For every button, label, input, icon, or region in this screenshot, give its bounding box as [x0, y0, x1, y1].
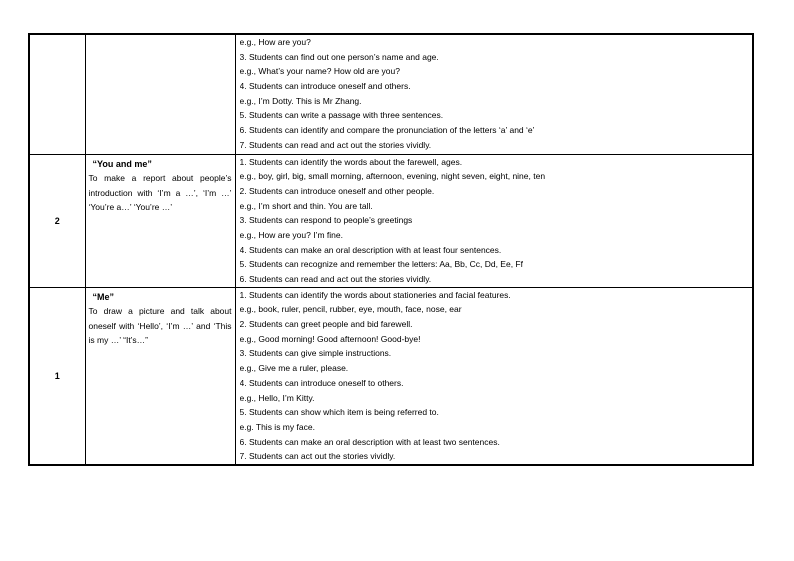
objective-line: 7. Students can read and act out the stories vividly.: [239, 139, 432, 150]
table-row: [29, 287, 753, 465]
objective-line: e.g., I’m short and thin. You are tall.: [239, 200, 373, 211]
topic-title: “Me”: [92, 291, 115, 302]
topic-title: “You and me”: [92, 158, 152, 169]
objective-line: e.g., Give me a ruler, please.: [239, 363, 349, 374]
objective-line: 5. Students can recognize and remember the letters: Aa, Bb, Cc, Dd, Ee, Ff: [239, 259, 523, 270]
objective-line: 2. Students can greet people and bid farewell.: [239, 319, 413, 330]
table-row: [29, 34, 753, 154]
unit-number-cell: [29, 34, 85, 154]
curriculum-table: [28, 33, 754, 466]
objective-line: 3. Students can find out one person’s name and age.: [239, 51, 439, 62]
topic-cell: [85, 154, 235, 287]
objective-line: e.g., What’s your name? How old are you?: [239, 66, 400, 77]
objective-line: e.g., Hello, I’m Kitty.: [239, 392, 315, 403]
objective-line: 1. Students can identify the words about stationeries and facial features.: [239, 289, 511, 300]
objective-line: 2. Students can introduce oneself and other people.: [239, 185, 435, 196]
objective-line: 3. Students can give simple instructions.: [239, 348, 392, 359]
objective-line: 1. Students can identify the words about the farewell, ages.: [239, 156, 463, 167]
objective-line: e.g., book, ruler, pencil, rubber, eye, mouth, face, nose, ear: [239, 304, 462, 315]
curriculum-table-body: [29, 34, 753, 465]
unit-number-cell: 2: [29, 154, 85, 287]
objective-line: 3. Students can respond to people’s greetings: [239, 215, 413, 226]
objectives-cell: [235, 287, 753, 465]
objective-line: 7. Students can act out the stories vividly.: [239, 451, 396, 462]
objective-line: 5. Students can show which item is being referred to.: [239, 407, 439, 418]
objective-line: e.g., I’m Dotty. This is Mr Zhang.: [239, 95, 362, 106]
objectives-cell: [235, 154, 753, 287]
objective-line: 5. Students can write a passage with three sentences.: [239, 110, 444, 121]
objective-line: 4. Students can introduce oneself and others.: [239, 81, 411, 92]
objective-line: e.g. This is my face.: [239, 421, 315, 432]
objective-line: 4. Students can make an oral description with at least four sentences.: [239, 244, 502, 255]
objective-line: 6. Students can identify and compare the pronunciation of the letters ‘a’ and ‘e’: [239, 125, 535, 136]
topic-cell: [85, 34, 235, 154]
topic-description: To make a report about people’s introduction with ‘I’m a …’, ‘I’m …’ ‘You’re a…’ ‘You’re …’: [88, 173, 232, 212]
topic-description: To draw a picture and talk about oneself with ‘Hello’, ‘I’m …’ and ‘This is my …’ “It’s…”: [88, 306, 232, 346]
objective-line: 6. Students can read and act out the stories vividly.: [239, 274, 432, 284]
objective-line: e.g., boy, girl, big, small morning, afternoon, evening, night seven, eight, nine, ten: [239, 171, 546, 182]
objective-line: e.g., Good morning! Good afternoon! Good-bye!: [239, 333, 421, 344]
objective-line: 4. Students can introduce oneself to others.: [239, 377, 404, 388]
unit-number-cell: 1: [29, 287, 85, 465]
topic-cell: [85, 287, 235, 465]
objective-line: e.g., How are you? I’m fine.: [239, 229, 343, 240]
objectives-cell: [235, 34, 753, 154]
objective-line: 6. Students can make an oral description with at least two sentences.: [239, 436, 500, 447]
table-row: [29, 154, 753, 287]
objective-line: e.g., How are you?: [239, 37, 311, 47]
